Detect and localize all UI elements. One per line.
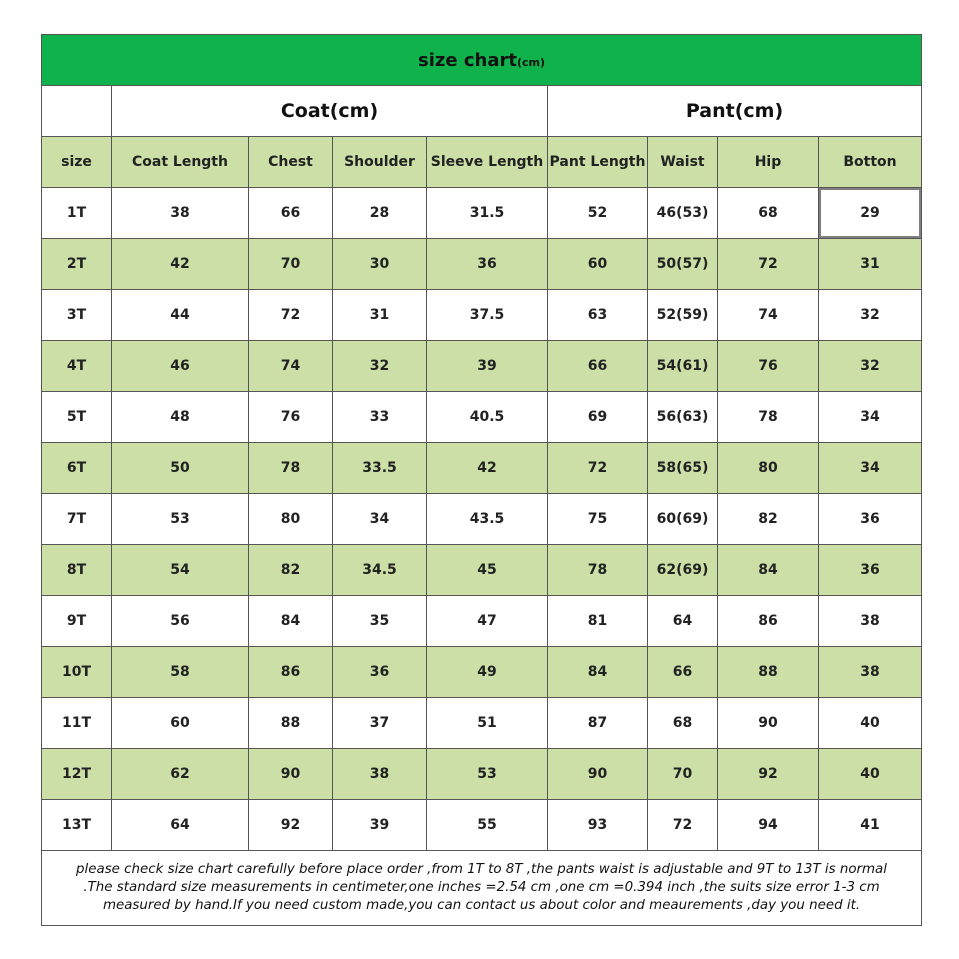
measurement-cell: 84 (548, 647, 648, 698)
column-header: size (42, 137, 112, 188)
measurement-cell: 42 (112, 239, 249, 290)
measurement-cell: 87 (548, 698, 648, 749)
measurement-cell: 90 (548, 749, 648, 800)
measurement-cell: 88 (718, 647, 819, 698)
measurement-cell: 64 (112, 800, 249, 851)
measurement-cell: 28 (333, 188, 427, 239)
group-header-row (42, 86, 922, 137)
size-label-cell: 6T (42, 443, 112, 494)
group-header-pant: Pant(cm) (548, 86, 922, 137)
measurement-cell: 40 (819, 698, 922, 749)
size-row (42, 494, 922, 545)
measurement-cell: 86 (718, 596, 819, 647)
measurement-cell: 90 (249, 749, 333, 800)
measurement-cell: 32 (819, 341, 922, 392)
measurement-cell: 52(59) (648, 290, 718, 341)
measurement-cell: 29 (819, 188, 922, 239)
size-label-cell: 11T (42, 698, 112, 749)
measurement-cell: 75 (548, 494, 648, 545)
measurement-cell: 52 (548, 188, 648, 239)
measurement-cell: 78 (718, 392, 819, 443)
measurement-cell: 30 (333, 239, 427, 290)
column-header: Botton (819, 137, 922, 188)
column-header: Chest (249, 137, 333, 188)
size-row (42, 545, 922, 596)
measurement-cell: 56(63) (648, 392, 718, 443)
measurement-cell: 36 (819, 545, 922, 596)
measurement-cell: 70 (648, 749, 718, 800)
measurement-cell: 88 (249, 698, 333, 749)
size-rows (42, 188, 922, 851)
size-row (42, 188, 922, 239)
measurement-cell: 40 (819, 749, 922, 800)
column-header: Pant Length (548, 137, 648, 188)
measurement-cell: 33.5 (333, 443, 427, 494)
measurement-cell: 76 (249, 392, 333, 443)
measurement-cell: 82 (249, 545, 333, 596)
measurement-cell: 70 (249, 239, 333, 290)
measurement-cell: 72 (718, 239, 819, 290)
chart-title-text: size chart (418, 49, 517, 71)
measurement-cell: 78 (548, 545, 648, 596)
size-row (42, 698, 922, 749)
measurement-cell: 72 (548, 443, 648, 494)
measurement-cell: 34 (333, 494, 427, 545)
measurement-cell: 40.5 (427, 392, 548, 443)
measurement-cell: 82 (718, 494, 819, 545)
measurement-cell: 60 (112, 698, 249, 749)
measurement-cell: 42 (427, 443, 548, 494)
measurement-cell: 63 (548, 290, 648, 341)
note-line-2: .The standard size measurements in centimeter,one inches =2.54 cm ,one cm =0.394 inch ,the suits size error 1-3 cm (83, 880, 880, 895)
measurement-cell: 66 (249, 188, 333, 239)
size-row (42, 749, 922, 800)
measurement-cell: 34 (819, 392, 922, 443)
measurement-cell: 50 (112, 443, 249, 494)
measurement-cell: 66 (548, 341, 648, 392)
measurement-cell: 62 (112, 749, 249, 800)
group-header-coat: Coat(cm) (112, 86, 548, 137)
measurement-cell: 74 (249, 341, 333, 392)
measurement-cell: 32 (819, 290, 922, 341)
measurement-cell: 38 (819, 596, 922, 647)
note-line-3: measured by hand.If you need custom made,you can contact us about color and meaurements ,day you need it. (102, 898, 861, 913)
measurement-cell: 60(69) (648, 494, 718, 545)
measurement-cell: 50(57) (648, 239, 718, 290)
size-row (42, 443, 922, 494)
measurement-cell: 55 (427, 800, 548, 851)
size-label-cell: 8T (42, 545, 112, 596)
measurement-cell: 72 (249, 290, 333, 341)
measurement-cell: 92 (718, 749, 819, 800)
note-row (42, 851, 922, 926)
measurement-cell: 74 (718, 290, 819, 341)
size-label-cell: 1T (42, 188, 112, 239)
measurement-cell: 38 (333, 749, 427, 800)
measurement-cell: 38 (112, 188, 249, 239)
measurement-cell: 64 (648, 596, 718, 647)
measurement-cell: 48 (112, 392, 249, 443)
measurement-cell: 43.5 (427, 494, 548, 545)
column-header: Waist (648, 137, 718, 188)
measurement-cell: 44 (112, 290, 249, 341)
measurement-cell: 53 (112, 494, 249, 545)
measurement-cell: 46 (112, 341, 249, 392)
measurement-cell: 69 (548, 392, 648, 443)
size-row (42, 800, 922, 851)
size-row (42, 647, 922, 698)
measurement-cell: 34 (819, 443, 922, 494)
measurement-cell: 56 (112, 596, 249, 647)
measurement-cell: 66 (648, 647, 718, 698)
measurement-cell: 37.5 (427, 290, 548, 341)
column-header-row (42, 137, 922, 188)
size-label-cell: 10T (42, 647, 112, 698)
size-row (42, 392, 922, 443)
size-label-cell: 5T (42, 392, 112, 443)
measurement-cell: 38 (819, 647, 922, 698)
measurement-cell: 37 (333, 698, 427, 749)
column-header: Coat Length (112, 137, 249, 188)
size-row (42, 596, 922, 647)
measurement-cell: 68 (718, 188, 819, 239)
measurement-cell: 49 (427, 647, 548, 698)
measurement-cell: 72 (648, 800, 718, 851)
size-chart-body (42, 35, 922, 188)
measurement-cell: 39 (427, 341, 548, 392)
measurement-cell: 51 (427, 698, 548, 749)
measurement-cell: 32 (333, 341, 427, 392)
size-label-cell: 2T (42, 239, 112, 290)
measurement-cell: 90 (718, 698, 819, 749)
measurement-cell: 86 (249, 647, 333, 698)
size-label-cell: 4T (42, 341, 112, 392)
measurement-cell: 94 (718, 800, 819, 851)
measurement-cell: 62(69) (648, 545, 718, 596)
measurement-cell: 60 (548, 239, 648, 290)
measurement-cell: 68 (648, 698, 718, 749)
measurement-cell: 80 (718, 443, 819, 494)
size-label-cell: 13T (42, 800, 112, 851)
column-header: Hip (718, 137, 819, 188)
measurement-cell: 54 (112, 545, 249, 596)
measurement-cell: 34.5 (333, 545, 427, 596)
size-label-cell: 3T (42, 290, 112, 341)
measurement-cell: 54(61) (648, 341, 718, 392)
measurement-cell: 35 (333, 596, 427, 647)
measurement-cell: 45 (427, 545, 548, 596)
measurement-cell: 31 (819, 239, 922, 290)
measurement-cell: 31 (333, 290, 427, 341)
measurement-cell: 33 (333, 392, 427, 443)
note-cell (42, 851, 922, 926)
chart-title-unit: (cm) (516, 55, 546, 69)
measurement-cell: 31.5 (427, 188, 548, 239)
chart-title (42, 35, 922, 86)
measurement-cell: 93 (548, 800, 648, 851)
size-row (42, 341, 922, 392)
size-label-cell: 12T (42, 749, 112, 800)
measurement-cell: 47 (427, 596, 548, 647)
measurement-cell: 58(65) (648, 443, 718, 494)
column-header: Sleeve Length (427, 137, 548, 188)
measurement-cell: 36 (427, 239, 548, 290)
measurement-cell: 39 (333, 800, 427, 851)
size-chart-table (41, 34, 922, 926)
measurement-cell: 84 (718, 545, 819, 596)
column-header: Shoulder (333, 137, 427, 188)
size-row (42, 290, 922, 341)
measurement-cell: 36 (819, 494, 922, 545)
title-row (42, 35, 922, 86)
size-row (42, 239, 922, 290)
note-line-1: please check size chart carefully before place order ,from 1T to 8T ,the pants waist is adjustable and 9T to 13T is normal (76, 862, 887, 877)
measurement-cell: 84 (249, 596, 333, 647)
measurement-cell: 36 (333, 647, 427, 698)
size-label-cell: 7T (42, 494, 112, 545)
group-header-blank (42, 86, 112, 137)
measurement-cell: 41 (819, 800, 922, 851)
measurement-cell: 58 (112, 647, 249, 698)
measurement-cell: 53 (427, 749, 548, 800)
measurement-cell: 80 (249, 494, 333, 545)
measurement-cell: 46(53) (648, 188, 718, 239)
measurement-cell: 81 (548, 596, 648, 647)
note-section (42, 851, 922, 926)
measurement-cell: 78 (249, 443, 333, 494)
measurement-cell: 76 (718, 341, 819, 392)
measurement-cell: 92 (249, 800, 333, 851)
size-label-cell: 9T (42, 596, 112, 647)
